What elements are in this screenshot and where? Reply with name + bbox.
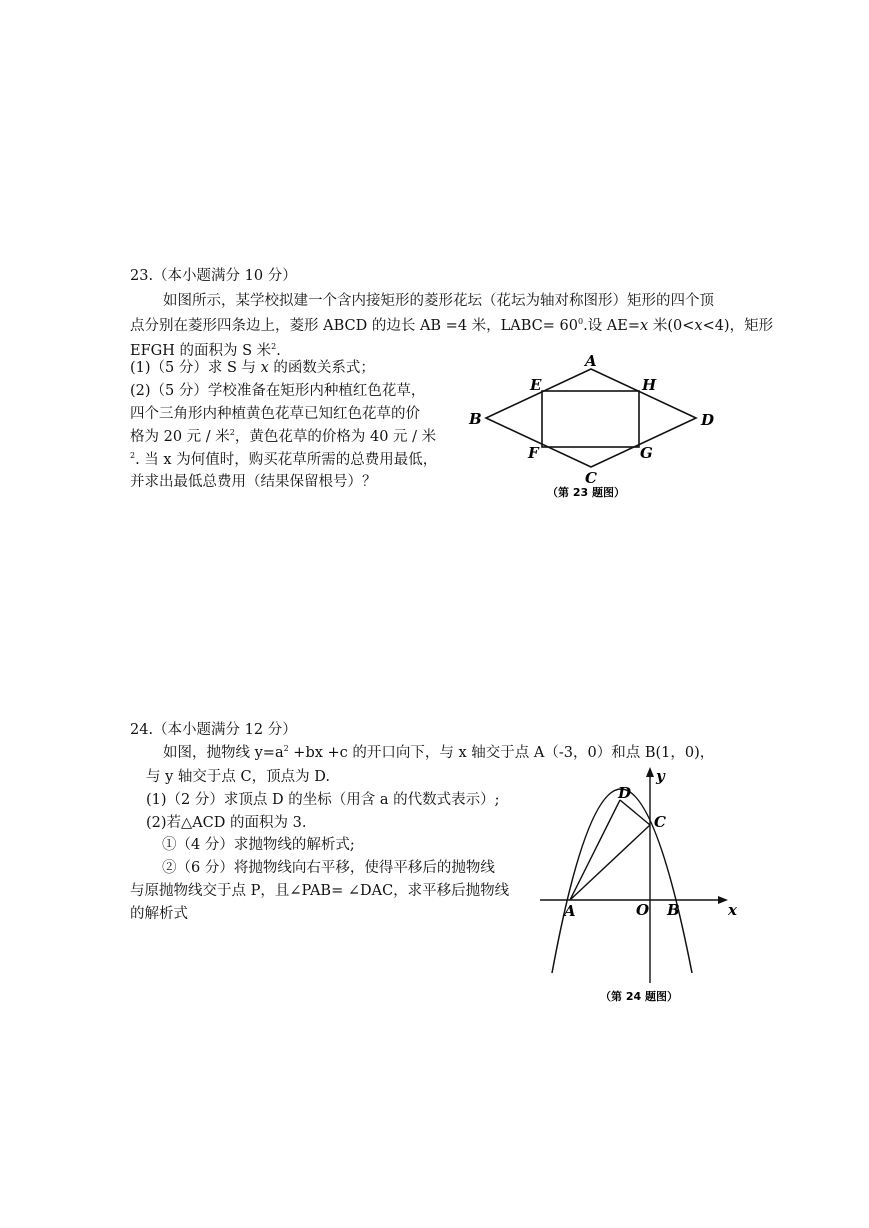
label-a: A [585, 352, 597, 370]
q23-part2-line3: 格为 20 元 / 米$^2$，黄色花草的价格为 40 元 / 米 [130, 428, 437, 445]
label-h: H [642, 376, 657, 394]
segment-ac [570, 825, 650, 900]
label-g: G [640, 444, 653, 462]
rectangle-efgh [542, 391, 639, 447]
label-x: x [728, 901, 737, 919]
q24-figure-caption: （第 24 题图） [600, 990, 678, 1003]
q24-sub1: ①（4 分）求抛物线的解析式; [162, 837, 355, 853]
q24-line1: 如图，抛物线 $y=a^2 +bx +c$ 的开口向下，与 x 轴交于点 A（-3，0）和点 B(1，0)， [163, 744, 715, 761]
label-e: E [530, 376, 542, 394]
q24-header: 24.（本小题满分 12 分） [130, 722, 297, 738]
q23-part2-line5: 并求出最低总费用（结果保留根号）？ [130, 474, 377, 490]
q24-sub2-line3: 的解析式 [130, 906, 188, 922]
q24-figure [530, 765, 760, 1010]
q24-sub2: ②（6 分）将抛物线向右平移，使得平移后的抛物线 [162, 860, 495, 876]
rhombus-abcd [486, 369, 696, 467]
q23-figure [460, 350, 730, 510]
label-b: B [667, 901, 680, 919]
q23-part1: (1)（5 分）求 S 与 x 的函数关系式； [130, 360, 375, 376]
q23-part2-line1: (2)（5 分）学校准备在矩形内种植红色花草， [130, 383, 426, 399]
parabola [552, 789, 692, 973]
label-d: D [701, 411, 715, 429]
label-b: B [469, 410, 482, 428]
q23-line1: 如图所示，某学校拟建一个含内接矩形的菱形花坛（花坛为轴对称图形）矩形的四个顶 [163, 293, 714, 309]
label-a: A [564, 902, 576, 920]
label-c: C [654, 813, 666, 831]
label-d: D [618, 784, 632, 802]
label-f: F [528, 444, 539, 462]
q24-sub2-line2: 与原抛物线交于点 P，且∠PAB= ∠DAC，求平移后抛物线 [130, 883, 510, 899]
label-c: C [585, 469, 597, 487]
q24-part2: (2)若△ACD 的面积为 3. [146, 815, 307, 831]
q23-header: 23.（本小题满分 10 分） [130, 268, 297, 284]
q23-figure-caption: （第 23 题图） [547, 486, 625, 499]
q23-line3: EFGH 的面积为 S 米$^2$. [130, 342, 281, 359]
q23-line2: 点分别在菱形四条边上，菱形 ABCD 的边长 AB =4 米，LABC= $60^0$.设 AE=x 米(0<x<4)，矩形 [130, 317, 774, 334]
label-y: y [656, 767, 665, 785]
label-o: O [636, 901, 650, 919]
q23-part2-line4: $^2$. 当 x 为何值时，购买花草所需的总费用最低， [130, 451, 438, 468]
y-axis-arrow-icon [646, 767, 654, 777]
q24-line2: 与 y 轴交于点 C，顶点为 D. [146, 769, 330, 785]
x-axis-arrow-icon [718, 896, 728, 904]
q23-part2-line2: 四个三角形内种植黄色花草已知红色花草的价 [130, 406, 420, 422]
q24-part1: (1)（2 分）求顶点 D 的坐标（用含 a 的代数式表示）; [146, 792, 500, 808]
